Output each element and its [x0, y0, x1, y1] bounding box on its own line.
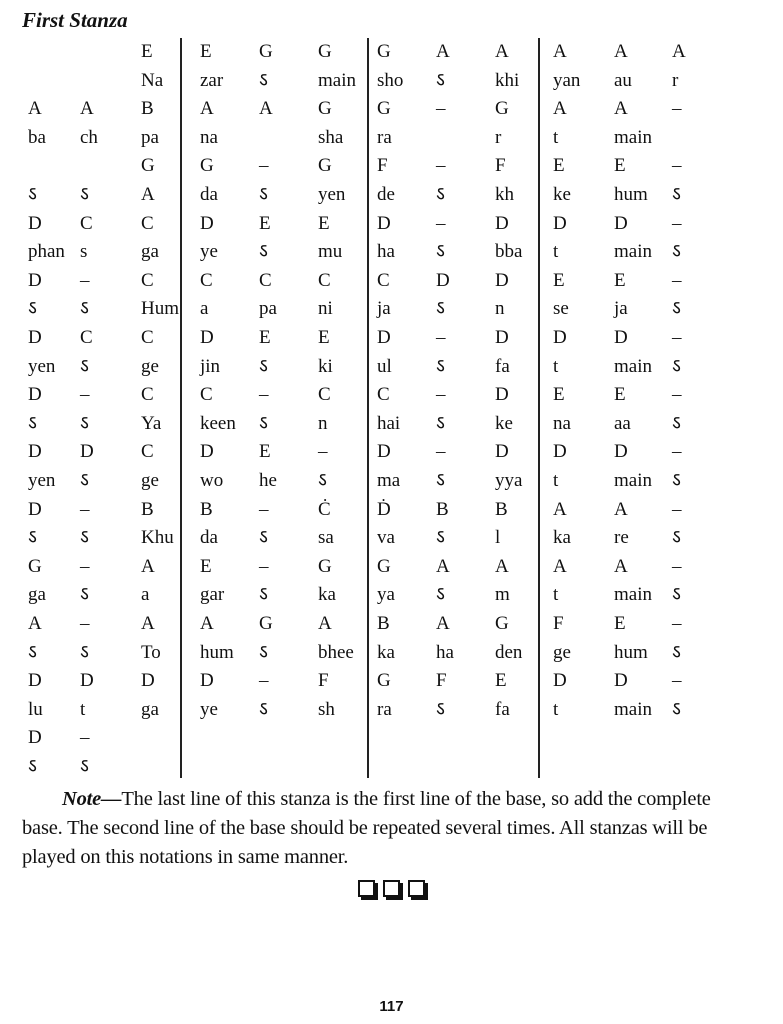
note-cell: D: [28, 670, 42, 692]
note-cell: D: [80, 441, 94, 463]
lyric-cell: main: [318, 69, 356, 91]
lyric-cell: ye: [200, 698, 218, 720]
note-cell: D: [495, 441, 509, 463]
lyric-cell: ke: [553, 184, 571, 205]
note-cell: –: [672, 384, 682, 406]
note-cell: D: [495, 384, 509, 406]
lyric-cell: ma: [377, 470, 401, 491]
lyric-cell: Ya: [141, 412, 162, 434]
lyric-cell: t: [553, 698, 559, 720]
note-label: Note—: [62, 788, 122, 810]
lyric-cell: main: [614, 241, 652, 263]
note-cell: A: [495, 555, 509, 577]
note-cell: A: [28, 613, 42, 634]
lyric-cell: pa: [141, 126, 159, 148]
lyric-cell: zar: [200, 69, 224, 91]
note-cell: G: [318, 41, 332, 62]
lyric-cell: ha: [377, 241, 395, 263]
note-text: The last line of this stanza is the first line of the base, so add the complete base. The second line of the base should be repeated several times. All stanzas will be played on this notations in same manner.: [22, 788, 711, 868]
lyric-cell: ऽ: [28, 298, 37, 320]
lyric-cell: ऽ: [672, 298, 681, 320]
note-cell: A: [80, 98, 94, 120]
lyric-cell: ja: [614, 298, 628, 320]
lyric-cell: ka: [377, 641, 395, 663]
lyric-cell: au: [614, 69, 632, 91]
note-cell: –: [672, 269, 682, 291]
note-cell: G: [200, 155, 214, 177]
lyric-cell: ni: [318, 298, 333, 320]
note-cell: C: [318, 269, 331, 291]
note-cell: –: [436, 441, 446, 463]
note-cell: –: [80, 727, 90, 749]
lyric-cell: yen: [28, 470, 56, 491]
note-cell: E: [495, 670, 507, 692]
note-cell: G: [495, 98, 509, 120]
lyric-cell: yen: [318, 184, 346, 205]
lyric-cell: ka: [318, 584, 336, 606]
lyric-cell: sho: [377, 69, 404, 91]
note-cell: E: [614, 384, 626, 406]
note-cell: –: [672, 613, 682, 634]
lyric-cell: ऽ: [436, 584, 445, 606]
lyric-cell: bba: [495, 241, 523, 263]
lyric-cell: hum: [614, 641, 648, 663]
lyric-cell: ja: [377, 298, 391, 320]
note-cell: D: [28, 269, 42, 291]
lyric-cell: ऽ: [259, 698, 268, 720]
lyric-cell: ऽ: [436, 355, 445, 377]
note-cell: C: [259, 269, 272, 291]
note-cell: A: [28, 98, 42, 120]
lyric-cell: ऽ: [80, 584, 89, 606]
note-cell: –: [80, 555, 90, 577]
note-cell: –: [436, 327, 446, 348]
lyric-cell: a: [141, 584, 150, 606]
box-icon: [408, 880, 425, 897]
note-cell: D: [614, 327, 628, 348]
note-cell: D: [495, 212, 509, 234]
note-cell: –: [259, 155, 269, 177]
lyric-cell: na: [200, 126, 218, 148]
lyric-cell: wo: [200, 470, 224, 491]
note-cell: G: [318, 98, 332, 120]
note-cell: B: [141, 98, 154, 120]
note-cell: Ċ: [318, 498, 331, 520]
lyric-cell: ऽ: [259, 584, 268, 606]
lyric-cell: ya: [377, 584, 395, 606]
note-cell: Ḋ: [377, 498, 391, 520]
lyric-cell: ga: [141, 698, 159, 720]
lyric-cell: ye: [200, 241, 218, 263]
note-cell: E: [614, 155, 626, 177]
note-cell: E: [200, 41, 212, 62]
note-cell: –: [672, 498, 682, 520]
lyric-cell: khi: [495, 69, 520, 91]
note-cell: A: [200, 98, 214, 120]
lyric-cell: Na: [141, 69, 164, 91]
note-cell: D: [377, 212, 391, 234]
lyric-cell: ऽ: [672, 412, 681, 434]
note-cell: A: [495, 41, 509, 62]
note-cell: A: [553, 498, 567, 520]
note-cell: F: [318, 670, 329, 692]
note-cell: E: [200, 555, 212, 577]
lyric-cell: ऽ: [259, 641, 268, 663]
lyric-cell: pa: [259, 298, 277, 320]
lyric-cell: ऽ: [436, 698, 445, 720]
note-cell: E: [553, 269, 565, 291]
lyric-cell: ka: [553, 527, 571, 549]
lyric-cell: he: [259, 470, 277, 491]
note-paragraph: [22, 785, 742, 872]
note-cell: –: [436, 98, 446, 120]
note-cell: C: [80, 212, 93, 234]
lyric-cell: ऽ: [259, 527, 268, 549]
lyric-cell: da: [200, 184, 218, 205]
note-cell: –: [672, 555, 682, 577]
lyric-cell: t: [553, 584, 559, 606]
lyric-cell: hum: [200, 641, 234, 663]
note-cell: C: [318, 384, 331, 406]
lyric-cell: ऽ: [672, 527, 681, 549]
note-cell: A: [436, 41, 450, 62]
note-cell: –: [259, 498, 269, 520]
note-cell: E: [141, 41, 153, 62]
note-cell: D: [200, 441, 214, 463]
lyric-cell: jin: [200, 355, 221, 377]
lyric-cell: yen: [28, 355, 56, 377]
note-cell: C: [141, 327, 154, 348]
note-cell: B: [436, 498, 449, 520]
lyric-cell: ge: [141, 355, 159, 377]
note-cell: E: [259, 212, 271, 234]
note-cell: G: [377, 670, 391, 692]
note-cell: –: [318, 441, 328, 463]
note-cell: –: [672, 98, 682, 120]
lyric-cell: ऽ: [80, 470, 89, 491]
note-cell: D: [28, 384, 42, 406]
section-end-ornament: [0, 874, 783, 900]
note-cell: D: [200, 670, 214, 692]
note-cell: A: [614, 498, 628, 520]
note-cell: G: [377, 555, 391, 577]
lyric-cell: yya: [495, 470, 523, 491]
note-cell: E: [318, 327, 330, 348]
note-cell: –: [259, 384, 269, 406]
lyric-cell: ऽ: [80, 184, 89, 205]
note-cell: D: [436, 269, 450, 291]
note-cell: F: [377, 155, 388, 177]
note-cell: –: [672, 327, 682, 348]
lyric-cell: ऽ: [259, 241, 268, 263]
note-cell: D: [28, 327, 42, 348]
note-cell: D: [614, 441, 628, 463]
note-cell: E: [259, 327, 271, 348]
note-cell: A: [436, 555, 450, 577]
lyric-cell: ऽ: [28, 527, 37, 549]
lyric-cell: fa: [495, 355, 510, 377]
lyric-cell: yan: [553, 69, 581, 91]
note-cell: E: [614, 269, 626, 291]
lyric-cell: aa: [614, 412, 631, 434]
lyric-cell: na: [553, 412, 571, 434]
lyric-cell: ऽ: [80, 527, 89, 549]
lyric-cell: ऽ: [436, 412, 445, 434]
note-cell: –: [436, 384, 446, 406]
lyric-cell: Hum: [141, 298, 179, 320]
lyric-cell: ऽ: [28, 412, 37, 434]
note-cell: G: [259, 41, 273, 62]
lyric-cell: m: [495, 584, 510, 606]
lyric-cell: bhee: [318, 641, 354, 663]
note-cell: G: [259, 613, 273, 634]
note-cell: D: [141, 670, 155, 692]
note-cell: D: [200, 327, 214, 348]
note-cell: C: [141, 384, 154, 406]
lyric-cell: s: [80, 241, 88, 263]
note-cell: A: [259, 98, 273, 120]
bar-line: [538, 38, 540, 778]
lyric-cell: va: [377, 527, 395, 549]
note-cell: A: [614, 98, 628, 120]
lyric-cell: ge: [141, 470, 159, 491]
note-cell: –: [436, 212, 446, 234]
lyric-cell: keen: [200, 412, 236, 434]
note-cell: D: [28, 727, 42, 749]
note-cell: D: [28, 441, 42, 463]
note-cell: D: [495, 327, 509, 348]
note-cell: F: [436, 670, 447, 692]
note-cell: C: [200, 384, 213, 406]
note-cell: G: [318, 555, 332, 577]
note-cell: A: [672, 41, 686, 62]
note-cell: G: [318, 155, 332, 177]
note-cell: C: [377, 269, 390, 291]
note-cell: D: [614, 212, 628, 234]
lyric-cell: ऽ: [436, 527, 445, 549]
note-cell: –: [672, 155, 682, 177]
lyric-cell: t: [553, 126, 559, 148]
note-cell: A: [553, 555, 567, 577]
lyric-cell: ऽ: [28, 184, 37, 205]
note-cell: –: [80, 498, 90, 520]
lyric-cell: ऽ: [672, 355, 681, 377]
lyric-cell: fa: [495, 698, 510, 720]
lyric-cell: ऽ: [259, 355, 268, 377]
note-cell: D: [553, 212, 567, 234]
lyric-cell: sh: [318, 698, 335, 720]
lyric-cell: main: [614, 355, 652, 377]
lyric-cell: ऽ: [80, 641, 89, 663]
note-cell: C: [377, 384, 390, 406]
note-cell: B: [141, 498, 154, 520]
lyric-cell: ga: [28, 584, 46, 606]
note-cell: G: [495, 613, 509, 634]
lyric-cell: main: [614, 470, 652, 491]
lyric-cell: ऽ: [672, 241, 681, 263]
lyric-cell: ch: [80, 126, 98, 148]
lyric-cell: Khu: [141, 527, 174, 549]
lyric-cell: sha: [318, 126, 344, 148]
note-cell: C: [200, 269, 213, 291]
note-cell: G: [377, 41, 391, 62]
lyric-cell: ul: [377, 355, 392, 377]
bar-line: [180, 38, 182, 778]
lyric-cell: den: [495, 641, 523, 663]
bar-line: [367, 38, 369, 778]
note-cell: B: [377, 613, 390, 634]
lyric-cell: lu: [28, 698, 43, 720]
lyric-cell: main: [614, 584, 652, 606]
note-cell: –: [436, 155, 446, 177]
note-cell: D: [614, 670, 628, 692]
lyric-cell: phan: [28, 241, 65, 263]
lyric-cell: a: [200, 298, 209, 320]
stanza-heading: First Stanza: [22, 8, 128, 32]
lyric-cell: ba: [28, 126, 46, 148]
note-cell: E: [553, 155, 565, 177]
lyric-cell: ऽ: [80, 756, 89, 777]
lyric-cell: ऽ: [28, 756, 37, 777]
lyric-cell: hum: [614, 184, 648, 205]
lyric-cell: ke: [495, 412, 513, 434]
lyric-cell: ki: [318, 355, 333, 377]
note-cell: –: [80, 384, 90, 406]
lyric-cell: r: [495, 126, 502, 148]
lyric-cell: ऽ: [672, 641, 681, 663]
lyric-cell: ऽ: [672, 184, 681, 205]
lyric-cell: ge: [553, 641, 571, 663]
note-cell: D: [553, 327, 567, 348]
note-cell: D: [553, 670, 567, 692]
note-cell: –: [259, 670, 269, 692]
page-number: 117: [379, 998, 404, 1015]
lyric-cell: ऽ: [436, 69, 445, 91]
note-cell: C: [80, 327, 93, 348]
lyric-cell: ऽ: [436, 470, 445, 491]
note-cell: A: [200, 613, 214, 634]
note-cell: –: [80, 613, 90, 634]
lyric-cell: To: [141, 641, 161, 663]
note-cell: G: [141, 155, 155, 177]
note-cell: E: [553, 384, 565, 406]
note-cell: –: [672, 670, 682, 692]
lyric-cell: ऽ: [672, 584, 681, 606]
note-cell: A: [614, 41, 628, 62]
lyric-cell: ऽ: [436, 298, 445, 320]
lyric-cell: ऽ: [318, 470, 327, 491]
note-cell: E: [614, 613, 626, 634]
lyric-cell: hai: [377, 412, 401, 434]
note-cell: A: [553, 41, 567, 62]
note-cell: D: [553, 441, 567, 463]
note-cell: B: [495, 498, 508, 520]
note-cell: E: [259, 441, 271, 463]
box-icon: [358, 880, 375, 897]
note-cell: G: [377, 98, 391, 120]
note-cell: B: [200, 498, 213, 520]
lyric-cell: de: [377, 184, 395, 205]
lyric-cell: ऽ: [436, 184, 445, 205]
note-cell: –: [80, 269, 90, 291]
note-cell: E: [318, 212, 330, 234]
note-cell: D: [377, 441, 391, 463]
lyric-cell: mu: [318, 241, 343, 263]
lyric-cell: ऽ: [436, 241, 445, 263]
lyric-cell: t: [80, 698, 86, 720]
lyric-cell: l: [495, 527, 501, 549]
note-cell: F: [495, 155, 506, 177]
lyric-cell: se: [553, 298, 569, 320]
note-cell: C: [141, 269, 154, 291]
lyric-cell: gar: [200, 584, 225, 606]
note-cell: G: [28, 555, 42, 577]
note-cell: F: [553, 613, 564, 634]
lyric-cell: ऽ: [672, 470, 681, 491]
lyric-cell: ha: [436, 641, 454, 663]
note-cell: D: [495, 269, 509, 291]
note-cell: A: [553, 98, 567, 120]
note-cell: A: [141, 555, 155, 577]
note-cell: –: [259, 555, 269, 577]
note-cell: D: [28, 212, 42, 234]
lyric-cell: ऽ: [28, 641, 37, 663]
lyric-cell: ऽ: [259, 69, 268, 91]
lyric-cell: da: [200, 527, 218, 549]
note-cell: C: [141, 212, 154, 234]
note-cell: D: [377, 327, 391, 348]
box-icon: [383, 880, 400, 897]
lyric-cell: ऽ: [80, 298, 89, 320]
note-cell: D: [200, 212, 214, 234]
lyric-cell: t: [553, 241, 559, 263]
lyric-cell: main: [614, 126, 652, 148]
lyric-cell: t: [553, 470, 559, 491]
lyric-cell: ऽ: [672, 698, 681, 720]
lyric-cell: sa: [318, 527, 334, 549]
note-cell: C: [141, 441, 154, 463]
note-cell: A: [436, 613, 450, 634]
lyric-cell: n: [318, 412, 328, 434]
lyric-cell: ऽ: [259, 184, 268, 205]
note-cell: D: [80, 670, 94, 692]
lyric-cell: ऽ: [259, 412, 268, 434]
lyric-cell: ऽ: [80, 355, 89, 377]
note-cell: A: [614, 555, 628, 577]
lyric-cell: ga: [141, 241, 159, 263]
lyric-cell: main: [614, 698, 652, 720]
lyric-cell: re: [614, 527, 629, 549]
lyric-cell: kh: [495, 184, 514, 205]
lyric-cell: r: [672, 69, 679, 91]
lyric-cell: n: [495, 298, 505, 320]
note-cell: A: [318, 613, 332, 634]
note-cell: A: [141, 613, 155, 634]
note-cell: –: [672, 441, 682, 463]
note-cell: –: [672, 212, 682, 234]
lyric-cell: ऽ: [80, 412, 89, 434]
lyric-cell: ra: [377, 698, 392, 720]
note-cell: D: [28, 498, 42, 520]
lyric-cell: ra: [377, 126, 392, 148]
lyric-cell: t: [553, 355, 559, 377]
lyric-cell: A: [141, 184, 155, 205]
